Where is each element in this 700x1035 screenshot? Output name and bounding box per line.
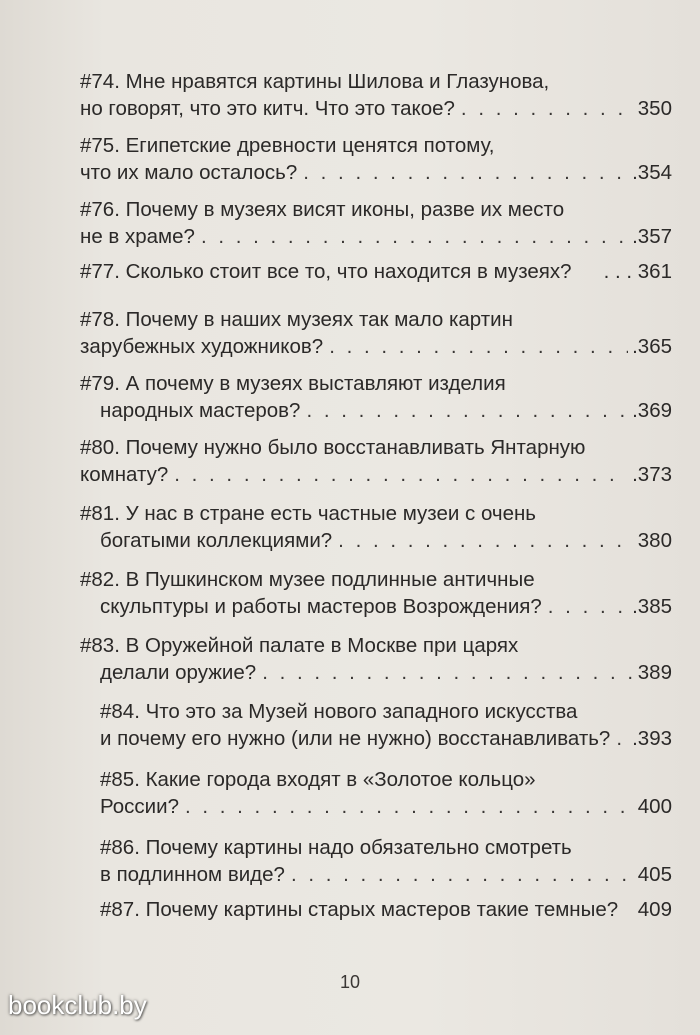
- toc-page-number: .357: [632, 225, 672, 248]
- toc-entry-title-cont: народных мастеров?: [100, 399, 301, 422]
- toc-page-number: .354: [632, 161, 672, 184]
- leader-dots: [201, 223, 628, 250]
- toc-page-number: 409: [637, 898, 672, 921]
- toc-entry-78: [80, 306, 672, 360]
- leader-dots: [291, 861, 634, 888]
- toc-page-number: 389: [637, 661, 672, 684]
- toc-entry-title-cont: комнату?: [80, 463, 169, 486]
- toc-entry-80: [80, 434, 672, 488]
- toc-page-number: .369: [632, 399, 672, 422]
- toc-entry-79: [80, 370, 672, 424]
- toc-entry-title-cont: России?: [100, 795, 179, 818]
- toc-page-number: 380: [637, 529, 672, 552]
- leader-dots: [262, 659, 634, 686]
- toc-entry-title-cont: скульптуры и работы мастеров Возрождения?: [100, 595, 542, 618]
- toc-page-number: 400: [637, 795, 672, 818]
- toc-page-number: .393: [632, 727, 672, 750]
- toc-page-number: .385: [632, 595, 672, 618]
- toc-entry-title: #83. В Оружейной палате в Москве при царях: [80, 634, 519, 657]
- toc-entry-77: [80, 258, 672, 285]
- leader-dots: [306, 397, 628, 424]
- toc-entry-title: #80. Почему нужно было восстанавливать Янтарную: [80, 436, 586, 459]
- toc-entry-76: [80, 196, 672, 250]
- toc-entry-85: [80, 766, 672, 820]
- toc-entry-title: #85. Какие города входят в «Золотое кольцо»: [100, 768, 536, 791]
- toc-entry-title: #74. Мне нравятся картины Шилова и Глазунова,: [80, 70, 550, 93]
- toc-entry-title-cont: но говорят, что это китч. Что это такое?: [80, 97, 455, 120]
- toc-entry-title: #78. Почему в наших музеях так мало картин: [80, 308, 513, 331]
- toc-entry-title-cont: и почему его нужно (или не нужно) восстанавливать?: [100, 727, 611, 750]
- leader-dots: [616, 725, 628, 752]
- toc-entry-title: #75. Египетские древности ценятся потому,: [80, 134, 495, 157]
- toc-page-number: .365: [632, 335, 672, 358]
- toc-entry-74: [80, 68, 672, 122]
- leader-dots: [303, 159, 628, 186]
- watermark: bookclub.by: [8, 990, 147, 1020]
- leader-dots: [548, 593, 628, 620]
- toc-page-number: 350: [637, 97, 672, 120]
- leader-dots: [185, 793, 634, 820]
- toc-entry-title-cont: делали оружие?: [100, 661, 257, 684]
- toc-page-number: . . . 361: [603, 260, 672, 283]
- toc-entry-title: #84. Что это за Музей нового западного искусства: [100, 700, 578, 723]
- toc-entry-82: [80, 566, 672, 620]
- toc-entry-title: #77. Сколько стоит все то, что находится в музеях?: [80, 260, 572, 283]
- toc-entry-title: #87. Почему картины старых мастеров такие темные?: [100, 898, 619, 921]
- toc-entry-81: [80, 500, 672, 554]
- toc-entry-86: [80, 834, 672, 888]
- toc-entry-title: #82. В Пушкинском музее подлинные античные: [80, 568, 535, 591]
- toc-entry-title-cont: что их мало осталось?: [80, 161, 298, 184]
- toc-entry-title-cont: не в храме?: [80, 225, 195, 248]
- toc-entry-83: [80, 632, 672, 686]
- toc-entry-87: [80, 896, 672, 923]
- toc-entry-title: #81. У нас в стране есть частные музеи с очень: [80, 502, 536, 525]
- leader-dots: [461, 95, 634, 122]
- leader-dots: [329, 333, 628, 360]
- toc-entry-75: [80, 132, 672, 186]
- toc-entry-title: #76. Почему в музеях висят иконы, разве их место: [80, 198, 565, 221]
- page-number: 10: [339, 972, 361, 992]
- toc-entry-title: #79. А почему в музеях выставляют изделия: [80, 372, 506, 395]
- toc-entry-title-cont: богатыми коллекциями?: [100, 529, 333, 552]
- leader-dots: [174, 461, 628, 488]
- toc-entry-title-cont: в подлинном виде?: [100, 863, 285, 886]
- leader-dots: [338, 527, 634, 554]
- toc-entry-title-cont: зарубежных художников?: [80, 335, 324, 358]
- toc-entry-84: [80, 698, 672, 752]
- toc-entry-title: #86. Почему картины надо обязательно смотреть: [100, 836, 572, 859]
- toc-page-number: .373: [632, 463, 672, 486]
- toc-page-number: 405: [637, 863, 672, 886]
